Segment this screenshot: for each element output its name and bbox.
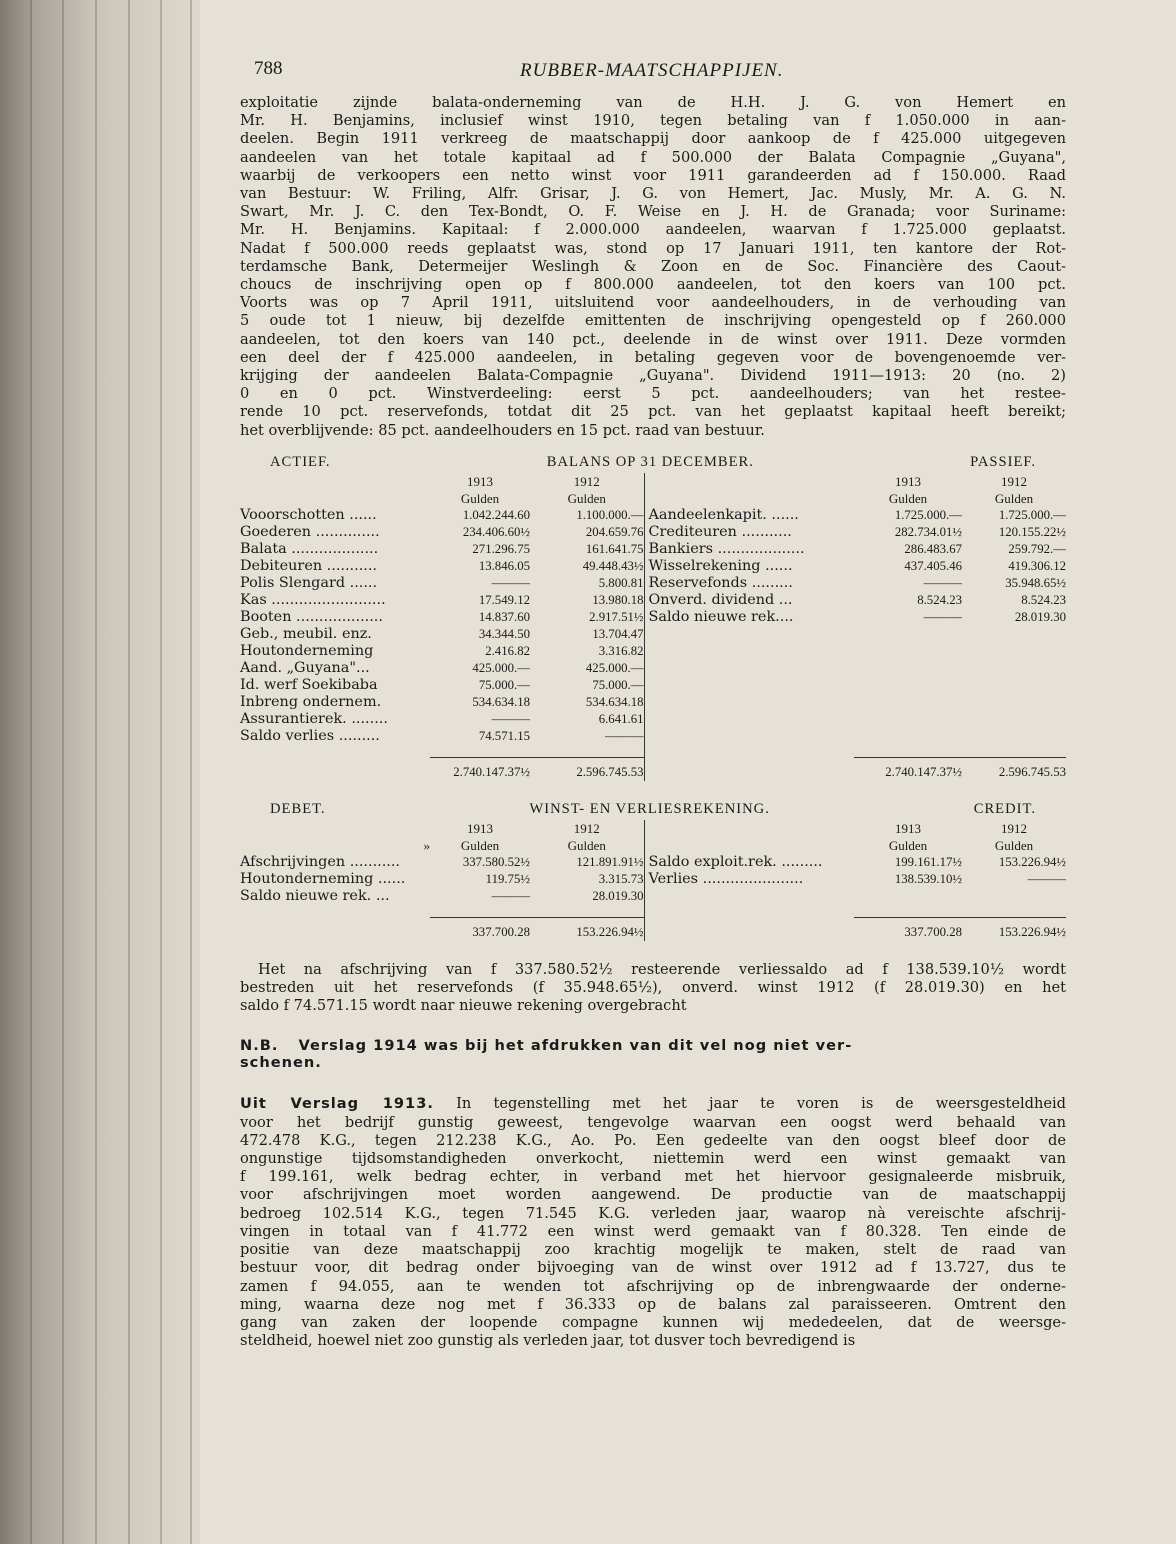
text-line: Voorts was op 7 April 1911, uitsluitend voor aandeelhouders, in de verhouding van xyxy=(240,294,1066,312)
table-row xyxy=(240,524,1066,541)
value-1912: 161.641.75 xyxy=(585,541,644,556)
passief-caption: PASSIEF. xyxy=(970,453,1036,470)
row-label: Debiteuren ........... xyxy=(240,557,377,574)
balans-table xyxy=(240,473,1066,781)
text-line: waarbij de verkoopers een netto winst voor 1911 garandeerden ad f 150.000. Raad xyxy=(240,166,1066,184)
value-1913: 199.161.17½ xyxy=(894,854,962,869)
nb-note xyxy=(240,1037,1066,1071)
row-label: Saldo verlies ......... xyxy=(240,727,380,744)
value-1912 xyxy=(962,711,1066,728)
value-1912: 2.917.51½ xyxy=(589,609,644,624)
value-1912: 259.792.— xyxy=(1008,541,1066,556)
table-row xyxy=(240,660,1066,677)
table-row xyxy=(240,558,1066,575)
row-label: Verlies ...................... xyxy=(644,871,854,888)
value-1912: 425.000.— xyxy=(585,660,644,675)
text-line: een deel der f 425.000 aandeelen, in betaling gegeven voor de bovengenoemde ver- xyxy=(240,348,1066,366)
value-1912: 120.155.22½ xyxy=(998,524,1066,539)
text-line: ming, waarna deze nog met f 36.333 op de balans zal paraisseeren. Omtrent den xyxy=(240,1295,1066,1313)
text-line: krijging der aandeelen Balata-Compagnie „Guyana". Dividend 1911—1913: 20 (no. 2) xyxy=(240,367,1066,385)
table-row xyxy=(240,871,1066,888)
row-label: Wisselrekening ...... xyxy=(644,558,854,575)
text-line: vingen in totaal van f 41.772 een winst werd gemaakt van f 80.328. Ten einde de xyxy=(240,1222,1066,1240)
table-cell xyxy=(854,905,962,918)
value-1912: 1.100.000.— xyxy=(576,507,644,522)
row-label: Vooorschotten ...... xyxy=(240,506,377,523)
text-line: Het na afschrijving van f 337.580.52½ resteerende verliessaldo ad f 138.539.10½ wordt xyxy=(258,960,1066,978)
after-paragraph xyxy=(240,961,1066,1016)
row-label: Houtonderneming xyxy=(240,642,374,659)
table-cell xyxy=(240,820,430,837)
value-1912 xyxy=(962,728,1066,745)
text-line: exploitatie zijnde balata-onderneming van de H.H. J. G. von Hemert en xyxy=(240,94,1066,111)
value-1913: 271.296.75 xyxy=(472,541,530,556)
year-header: 1912 xyxy=(1001,820,1027,836)
row-label: Saldo nieuwe rek.... xyxy=(644,609,854,626)
totals-row xyxy=(240,757,1066,781)
row-label: Inbreng ondernem. xyxy=(240,693,382,710)
value-1912: 13.704.47 xyxy=(592,626,644,641)
text-line: bestreden uit het reservefonds (f 35.948.65½), onverd. winst 1912 (f 28.019.30) en het xyxy=(240,979,1066,997)
year-header: 1913 xyxy=(895,473,921,489)
row-label: Polis Slengard ...... xyxy=(240,574,378,591)
value-1913: 534.634.18 xyxy=(472,694,530,709)
text-line: gang van zaken der loopende compagne kunnen wij mededeelen, dat de weersge- xyxy=(240,1313,1066,1331)
value-1913: 119.75½ xyxy=(485,871,530,886)
page-number: 788 xyxy=(254,58,283,79)
value-1912 xyxy=(962,626,1066,643)
value-1913: ——— xyxy=(923,609,962,624)
table-cell xyxy=(644,917,854,941)
table-row xyxy=(240,592,1066,609)
unit-header: Gulden xyxy=(888,490,928,506)
table-cell xyxy=(240,745,430,758)
row-label: Balata ................... xyxy=(240,540,379,557)
row-label: Crediteuren ........... xyxy=(644,524,854,541)
table-row xyxy=(240,711,1066,728)
value-1912: 35.948.65½ xyxy=(1005,575,1066,590)
row-label: Assurantierek. ........ xyxy=(240,710,388,727)
table-cell xyxy=(644,757,854,781)
table-cell xyxy=(240,917,430,941)
row-label: Houtonderneming ...... xyxy=(240,870,406,887)
text-line: Mr. H. Benjamins. Kapitaal: f 2.000.000 aandeelen, waarvan f 1.725.000 geplaatst. xyxy=(240,221,1066,239)
balans-caption xyxy=(240,454,1066,471)
table-row xyxy=(240,609,1066,626)
text-line: saldo f 74.571.15 wordt naar nieuwe rekening overgebracht xyxy=(240,997,687,1015)
row-label xyxy=(644,643,854,660)
text-line: bedroeg 102.514 K.G., tegen 71.545 K.G. verleden jaar, waarop nà vereischte afschrij- xyxy=(240,1204,1066,1222)
nb-label: N.B. xyxy=(240,1037,279,1055)
table-cell xyxy=(530,905,644,918)
value-1912: 153.226.94½ xyxy=(998,854,1066,869)
value-1913: ——— xyxy=(923,575,962,590)
text-line: steldheid, hoewel niet zoo gunstig als verleden jaar, tot dusver toch bevredigend is xyxy=(240,1332,856,1350)
text-line: bestuur voor, dit bedrag onder bijvoeging van de winst over 1912 ad f 13.727, dus te xyxy=(240,1259,1066,1277)
value-1912: 534.634.18 xyxy=(585,694,644,709)
row-label xyxy=(644,677,854,694)
table-row xyxy=(240,888,1066,905)
value-1912: 28.019.30 xyxy=(1014,609,1066,624)
total-1912: 153.226.94½ xyxy=(962,917,1066,941)
table-cell xyxy=(240,473,430,490)
value-1912: ——— xyxy=(1027,871,1066,886)
nb-text: Verslag 1914 was bij het afdrukken van dit vel nog niet ver- xyxy=(298,1037,853,1055)
unit-header: Gulden xyxy=(460,490,500,506)
unit-header: Gulden xyxy=(460,837,500,853)
table-cell xyxy=(240,490,430,507)
unit-header: Gulden xyxy=(567,490,606,506)
table-cell xyxy=(430,745,530,758)
text-line: deelen. Begin 1911 verkreeg de maatschappij door aankoop de f 425.000 uitgegeven xyxy=(240,130,1066,148)
year-header-row xyxy=(240,473,1066,490)
actief-caption: ACTIEF. xyxy=(270,453,331,470)
table-cell xyxy=(962,905,1066,918)
winst-table xyxy=(240,820,1066,941)
value-1912: 419.306.12 xyxy=(1008,558,1066,573)
value-1913 xyxy=(854,711,962,728)
winst-title: WINST- EN VERLIESREKENING. xyxy=(529,800,770,817)
text-line: Nadat f 500.000 reeds geplaatst was, stond op 17 Januari 1911, ten kantore der Rot- xyxy=(240,239,1066,257)
value-1913: 34.344.50 xyxy=(478,626,530,641)
verslag-line xyxy=(240,1095,1066,1113)
row-label xyxy=(644,694,854,711)
text-line: 5 oude tot 1 nieuw, bij dezelfde emittenten de inschrijving opengesteld op f 260.000 xyxy=(240,312,1066,330)
value-1912 xyxy=(962,694,1066,711)
row-label: Geb., meubil. enz. xyxy=(240,625,372,642)
year-header: 1913 xyxy=(467,820,493,836)
table-cell xyxy=(644,905,854,918)
year-header: 1912 xyxy=(1001,473,1027,489)
page-header xyxy=(240,58,1066,92)
value-1912 xyxy=(962,888,1066,905)
table-cell xyxy=(644,490,854,507)
value-1913: 1.725.000.— xyxy=(894,507,962,522)
row-label: Aand. „Guyana"... xyxy=(240,659,370,676)
value-1913: 138.539.10½ xyxy=(894,871,962,886)
row-label: Goederen .............. xyxy=(240,523,380,540)
table-cell xyxy=(240,905,430,918)
text-line: f 199.161, welk bedrag echter, in verband met het hiervoor gesignaleerde misbruik, xyxy=(240,1168,1066,1186)
running-head: RUBBER-MAATSCHAPPIJEN. xyxy=(520,60,784,81)
value-1913: 282.734.01½ xyxy=(894,524,962,539)
text-line: rende 10 pct. reservefonds, totdat dit 25 pct. van het geplaatst kapitaal heeft bereikt; xyxy=(240,403,1066,421)
book-page xyxy=(200,0,1176,1544)
row-label: Onverd. dividend ... xyxy=(644,592,854,609)
value-1913 xyxy=(854,643,962,660)
text-line: 0 en 0 pct. Winstverdeeling: eerst 5 pct. aandeelhouders; van het restee- xyxy=(240,385,1066,403)
table-cell xyxy=(962,745,1066,758)
unit-header-row xyxy=(240,490,1066,507)
value-1912: 3.315.73 xyxy=(598,871,644,886)
nb-text-2: schenen. xyxy=(240,1054,322,1072)
text-line: aandeelen, tot den koers van 140 pct., deelende in de winst over 1911. Deze vormden xyxy=(240,330,1066,348)
unit-header: Gulden xyxy=(888,837,928,853)
row-label: Id. werf Soekibaba xyxy=(240,676,378,693)
value-1913: 8.524.23 xyxy=(917,592,962,607)
row-label xyxy=(644,711,854,728)
table-row xyxy=(240,677,1066,694)
value-1913: ——— xyxy=(491,888,530,903)
year-header: 1913 xyxy=(895,820,921,836)
value-1912: 6.641.61 xyxy=(598,711,644,726)
value-1913: 437.405.46 xyxy=(904,558,962,573)
table-cell xyxy=(854,745,962,758)
credit-caption: CREDIT. xyxy=(973,800,1036,817)
balans-title: BALANS OP 31 DECEMBER. xyxy=(546,453,754,470)
text-line: het overblijvende: 85 pct. aandeelhouders en 15 pct. raad van bestuur. xyxy=(240,421,765,439)
table-cell xyxy=(644,745,854,758)
row-label: Booten ................... xyxy=(240,608,383,625)
mark-symbol: » xyxy=(423,837,430,853)
page-content xyxy=(240,58,1066,1350)
value-1913: 1.042.244.60 xyxy=(462,507,530,522)
value-1912 xyxy=(962,660,1066,677)
text-line: Mr. H. Benjamins, inclusief winst 1910, tegen betaling van f 1.050.000 in aan- xyxy=(240,112,1066,130)
value-1913: 14.837.60 xyxy=(478,609,530,624)
row-label xyxy=(644,626,854,643)
total-1912: 2.596.745.53 xyxy=(530,757,644,781)
value-1913 xyxy=(854,888,962,905)
value-1913: 74.571.15 xyxy=(478,728,530,743)
total-1913: 2.740.147.37½ xyxy=(854,757,962,781)
value-1912: ——— xyxy=(605,728,644,743)
table-cell xyxy=(644,473,854,490)
value-1913 xyxy=(854,677,962,694)
table-row xyxy=(240,575,1066,592)
totals-row xyxy=(240,917,1066,941)
text-line: van Bestuur: W. Friling, Alfr. Grisar, J. G. von Hemert, Jac. Musly, Mr. A. G. N. xyxy=(240,185,1066,203)
year-header-row xyxy=(240,820,1066,837)
spacer-row xyxy=(240,905,1066,918)
table-row xyxy=(240,626,1066,643)
year-header: 1913 xyxy=(467,473,493,489)
value-1913 xyxy=(854,694,962,711)
table-row xyxy=(240,541,1066,558)
verslag-label: Uit Verslag 1913. xyxy=(240,1095,434,1113)
table-cell xyxy=(240,757,430,781)
text-line: positie van deze maatschappij zoo krachtig mogelijk te maken, stelt de raad van xyxy=(240,1241,1066,1259)
value-1912: 204.659.76 xyxy=(585,524,644,539)
value-1912: 1.725.000.— xyxy=(998,507,1066,522)
debet-caption: DEBET. xyxy=(270,800,326,817)
text-line: 472.478 K.G., tegen 212.238 K.G., Ao. Po. Een gedeelte van den oogst bleef door de xyxy=(240,1131,1066,1149)
value-1913: 75.000.— xyxy=(478,677,530,692)
value-1912: 121.891.91½ xyxy=(576,854,644,869)
value-1912: 13.980.18 xyxy=(592,592,644,607)
value-1913 xyxy=(854,626,962,643)
text-line: aandeelen van het totale kapitaal ad f 500.000 der Balata Compagnie „Guyana", xyxy=(240,148,1066,166)
value-1912: 75.000.— xyxy=(592,677,644,692)
verslag-paragraph xyxy=(240,1095,1066,1350)
value-1913: 337.580.52½ xyxy=(462,854,530,869)
total-1912: 153.226.94½ xyxy=(530,917,644,941)
text-line: choucs de inschrijving open op f 800.000 aandeelen, tot den koers van 100 pct. xyxy=(240,276,1066,294)
unit-header: Gulden xyxy=(994,837,1034,853)
value-1912 xyxy=(962,643,1066,660)
value-1913: ——— xyxy=(491,575,530,590)
unit-header: Gulden xyxy=(567,837,606,853)
verslag-first: In tegenstelling met het jaar te voren is de weersgesteldheid xyxy=(456,1095,1067,1113)
text-line: Swart, Mr. J. C. den Tex-Bondt, O. F. Weise en J. H. de Granada; voor Suriname: xyxy=(240,203,1066,221)
value-1913 xyxy=(854,660,962,677)
row-label xyxy=(644,888,854,905)
text-line: terdamsche Bank, Determeijer Weslingh & Zoon en de Soc. Financière des Caout- xyxy=(240,257,1066,275)
value-1913: 234.406.60½ xyxy=(462,524,530,539)
spacer-row xyxy=(240,745,1066,758)
total-1913: 337.700.28 xyxy=(854,917,962,941)
value-1913: 286.483.67 xyxy=(904,541,962,556)
intro-paragraph xyxy=(240,94,1066,440)
value-1913: 17.549.12 xyxy=(478,592,530,607)
value-1912: 8.524.23 xyxy=(1021,592,1066,607)
unit-header-row xyxy=(240,837,1066,854)
value-1913: ——— xyxy=(491,711,530,726)
table-row xyxy=(240,694,1066,711)
value-1913: 13.846.05 xyxy=(478,558,530,573)
value-1913: 2.416.82 xyxy=(485,643,530,658)
row-label: Afschrijvingen ........... xyxy=(240,853,401,870)
table-row xyxy=(240,643,1066,660)
text-line: ongunstige tijdsomstandigheden onverkocht, niettemin werd een winst gemaakt van xyxy=(240,1150,1066,1168)
row-label: Kas ......................... xyxy=(240,591,386,608)
winst-caption xyxy=(240,801,1066,818)
row-label: Reservefonds ......... xyxy=(644,575,854,592)
row-label: Aandeelenkapit. ...... xyxy=(644,507,854,524)
value-1913 xyxy=(854,728,962,745)
text-line: zamen f 94.055, aan te wenden tot afschrijving op de inbrengwaarde der onderne- xyxy=(240,1277,1066,1295)
row-label: Saldo exploit.rek. ......... xyxy=(644,854,854,871)
total-1912: 2.596.745.53 xyxy=(962,757,1066,781)
unit-header: Gulden xyxy=(994,490,1034,506)
total-1913: 337.700.28 xyxy=(430,917,530,941)
value-1912: 3.316.82 xyxy=(598,643,644,658)
table-cell xyxy=(530,745,644,758)
value-1912 xyxy=(962,677,1066,694)
table-row xyxy=(240,854,1066,871)
row-label xyxy=(644,660,854,677)
table-cell xyxy=(644,820,854,837)
year-header: 1912 xyxy=(573,473,600,489)
table-cell xyxy=(430,905,530,918)
row-label: Saldo nieuwe rek. ... xyxy=(240,887,390,904)
text-line: voor afschrijvingen moet worden aangewend. De productie van de maatschappij xyxy=(240,1186,1066,1204)
row-label xyxy=(644,728,854,745)
value-1913: 425.000.— xyxy=(472,660,530,675)
value-1912: 49.448.43½ xyxy=(582,558,644,573)
total-1913: 2.740.147.37½ xyxy=(430,757,530,781)
table-row xyxy=(240,728,1066,745)
year-header: 1912 xyxy=(573,820,600,836)
value-1912: 5.800.81 xyxy=(598,575,644,590)
value-1912: 28.019.30 xyxy=(592,888,644,903)
table-cell xyxy=(644,837,854,854)
table-row xyxy=(240,507,1066,524)
text-line: voor het bedrijf gunstig geweest, tengevolge waarvan een oogst werd behaald van xyxy=(240,1113,1066,1131)
row-label: Bankiers ................... xyxy=(644,541,854,558)
